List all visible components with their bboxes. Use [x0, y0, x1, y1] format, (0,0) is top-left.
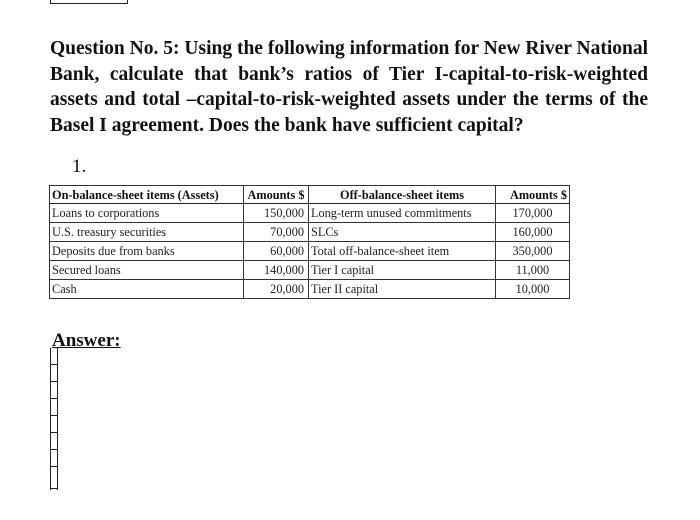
- table-row: [50, 242, 570, 261]
- table-row: [50, 204, 570, 223]
- off-item: Tier I capital: [309, 261, 496, 280]
- answer-box-line: [51, 381, 57, 382]
- off-amount: 170,000: [496, 204, 570, 223]
- on-item: Secured loans: [50, 261, 244, 280]
- off-item: Total off-balance-sheet item: [309, 242, 496, 261]
- off-item: Tier II capital: [309, 280, 496, 299]
- off-item: Long-term unused commitments: [309, 204, 496, 223]
- on-item: U.S. treasury securities: [50, 223, 244, 242]
- on-amount: 70,000: [244, 223, 309, 242]
- table-row: [50, 223, 570, 242]
- off-amount: 10,000: [496, 280, 570, 299]
- on-item: Loans to corporations: [50, 204, 244, 223]
- table-header-row: [50, 186, 570, 204]
- on-amount: 150,000: [244, 204, 309, 223]
- answer-box-line: [51, 449, 57, 450]
- header-off-balance-items: Off-balance-sheet items: [309, 186, 496, 204]
- on-amount: 140,000: [244, 261, 309, 280]
- on-item: Cash: [50, 280, 244, 299]
- header-on-balance-items: On-balance-sheet items (Assets): [50, 186, 244, 204]
- on-item: Deposits due from banks: [50, 242, 244, 261]
- answer-input-box[interactable]: [50, 348, 58, 490]
- header-amounts-1: Amounts $: [244, 186, 309, 204]
- answer-box-line: [51, 364, 57, 365]
- off-amount: 160,000: [496, 223, 570, 242]
- table-row: [50, 261, 570, 280]
- on-amount: 20,000: [244, 280, 309, 299]
- off-amount: 11,000: [496, 261, 570, 280]
- bank-data-table: [49, 185, 570, 299]
- off-item: SLCs: [309, 223, 496, 242]
- answer-box-line: [51, 488, 57, 489]
- answer-box-line: [51, 398, 57, 399]
- answer-box-line: [51, 466, 57, 467]
- question-number: 1.: [72, 156, 87, 177]
- answer-box-line: [51, 432, 57, 433]
- answer-label: Answer:: [52, 330, 121, 351]
- answer-box-line: [51, 415, 57, 416]
- table-row: [50, 280, 570, 299]
- top-partial-box: [50, 0, 128, 4]
- on-amount: 60,000: [244, 242, 309, 261]
- question-text: Question No. 5: Using the following information for New River National Bank, calculate that bank’s ratios of Tier I-capital-to-risk-weighted assets and total –capital-to-risk-weighted assets under the terms of the Basel I agreement. Does the bank have sufficient capital?: [50, 38, 648, 136]
- header-amounts-2: Amounts $: [496, 186, 570, 204]
- off-amount: 350,000: [496, 242, 570, 261]
